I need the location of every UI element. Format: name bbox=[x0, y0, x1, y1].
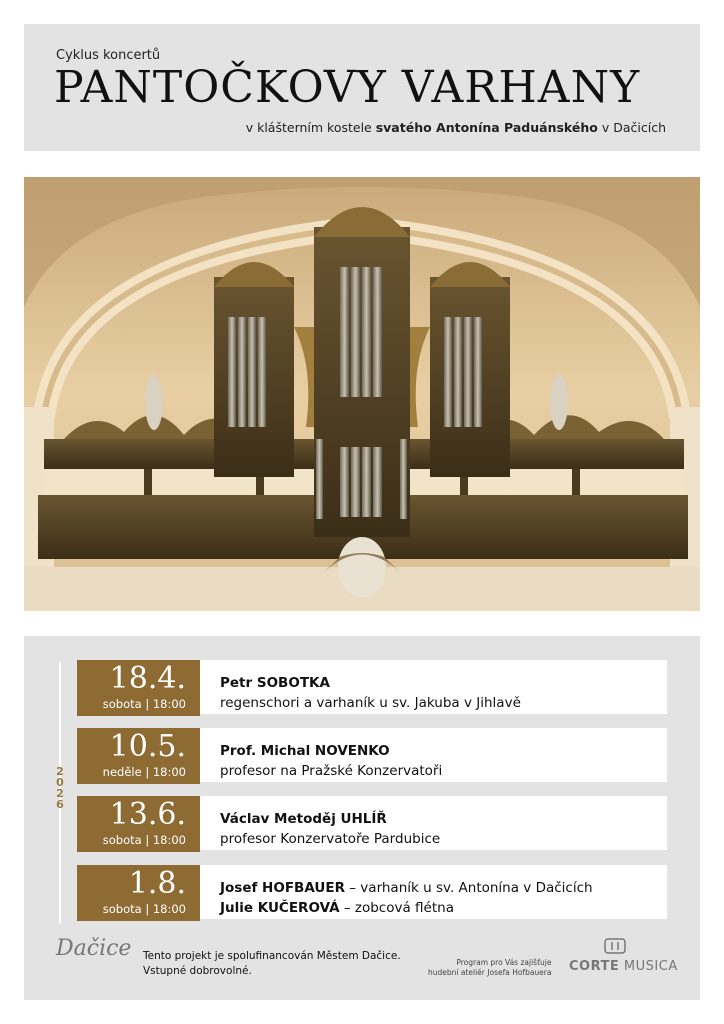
page-title: PANTOČKOVY VARHANY bbox=[54, 62, 641, 113]
date-box bbox=[77, 728, 200, 784]
corte-musica-icon bbox=[604, 938, 626, 954]
concert-date: 18.4. bbox=[109, 661, 186, 696]
venue-subtitle: v klášterním kostele svatého Antonína Paduánského v Dačicích bbox=[245, 120, 666, 135]
program-panel bbox=[24, 636, 700, 1000]
concert-daytime: sobota | 18:00 bbox=[102, 697, 186, 711]
date-box bbox=[77, 865, 200, 921]
city-logo: Dačice bbox=[56, 936, 132, 961]
concert-performer: Josef HOFBAUER – varhaník u sv. Antonína v Dačicích Julie KUČEROVÁ – zobcová flétna bbox=[220, 880, 593, 916]
concert-row bbox=[77, 865, 667, 919]
year-label: 2 0 2 6 bbox=[56, 765, 64, 811]
concert-row bbox=[77, 728, 667, 782]
concert-performer: Petr SOBOTKA regenschori a varhaník u sv. Jakuba v Jihlavě bbox=[220, 675, 521, 711]
concert-row bbox=[77, 660, 667, 714]
corte-musica-logo: CORTE MUSICA bbox=[569, 959, 678, 974]
concert-daytime: neděle | 18:00 bbox=[102, 765, 186, 779]
series-label: Cyklus koncertů bbox=[56, 48, 161, 63]
concert-date: 13.6. bbox=[109, 797, 186, 832]
concert-date: 1.8. bbox=[128, 866, 186, 901]
organizer-note: Program pro Vás zajišťuje hudební ateliér Josefa Hofbauera bbox=[428, 958, 552, 977]
date-box bbox=[77, 796, 200, 852]
concert-performer: Prof. Michal NOVENKO profesor na Pražské Konzervatoři bbox=[220, 743, 443, 779]
header-panel bbox=[24, 24, 700, 151]
concert-row bbox=[77, 796, 667, 850]
concert-performer: Václav Metoděj UHLÍŘ profesor Konzervatoře Pardubice bbox=[220, 811, 441, 847]
concert-daytime: sobota | 18:00 bbox=[102, 833, 186, 847]
date-box bbox=[77, 660, 200, 716]
funding-note: Tento projekt je spolufinancován Městem Dačice. Vstupné dobrovolné. bbox=[143, 950, 401, 977]
concert-date: 10.5. bbox=[109, 729, 186, 764]
concert-daytime: sobota | 18:00 bbox=[102, 902, 186, 916]
organ-photo bbox=[24, 177, 700, 611]
